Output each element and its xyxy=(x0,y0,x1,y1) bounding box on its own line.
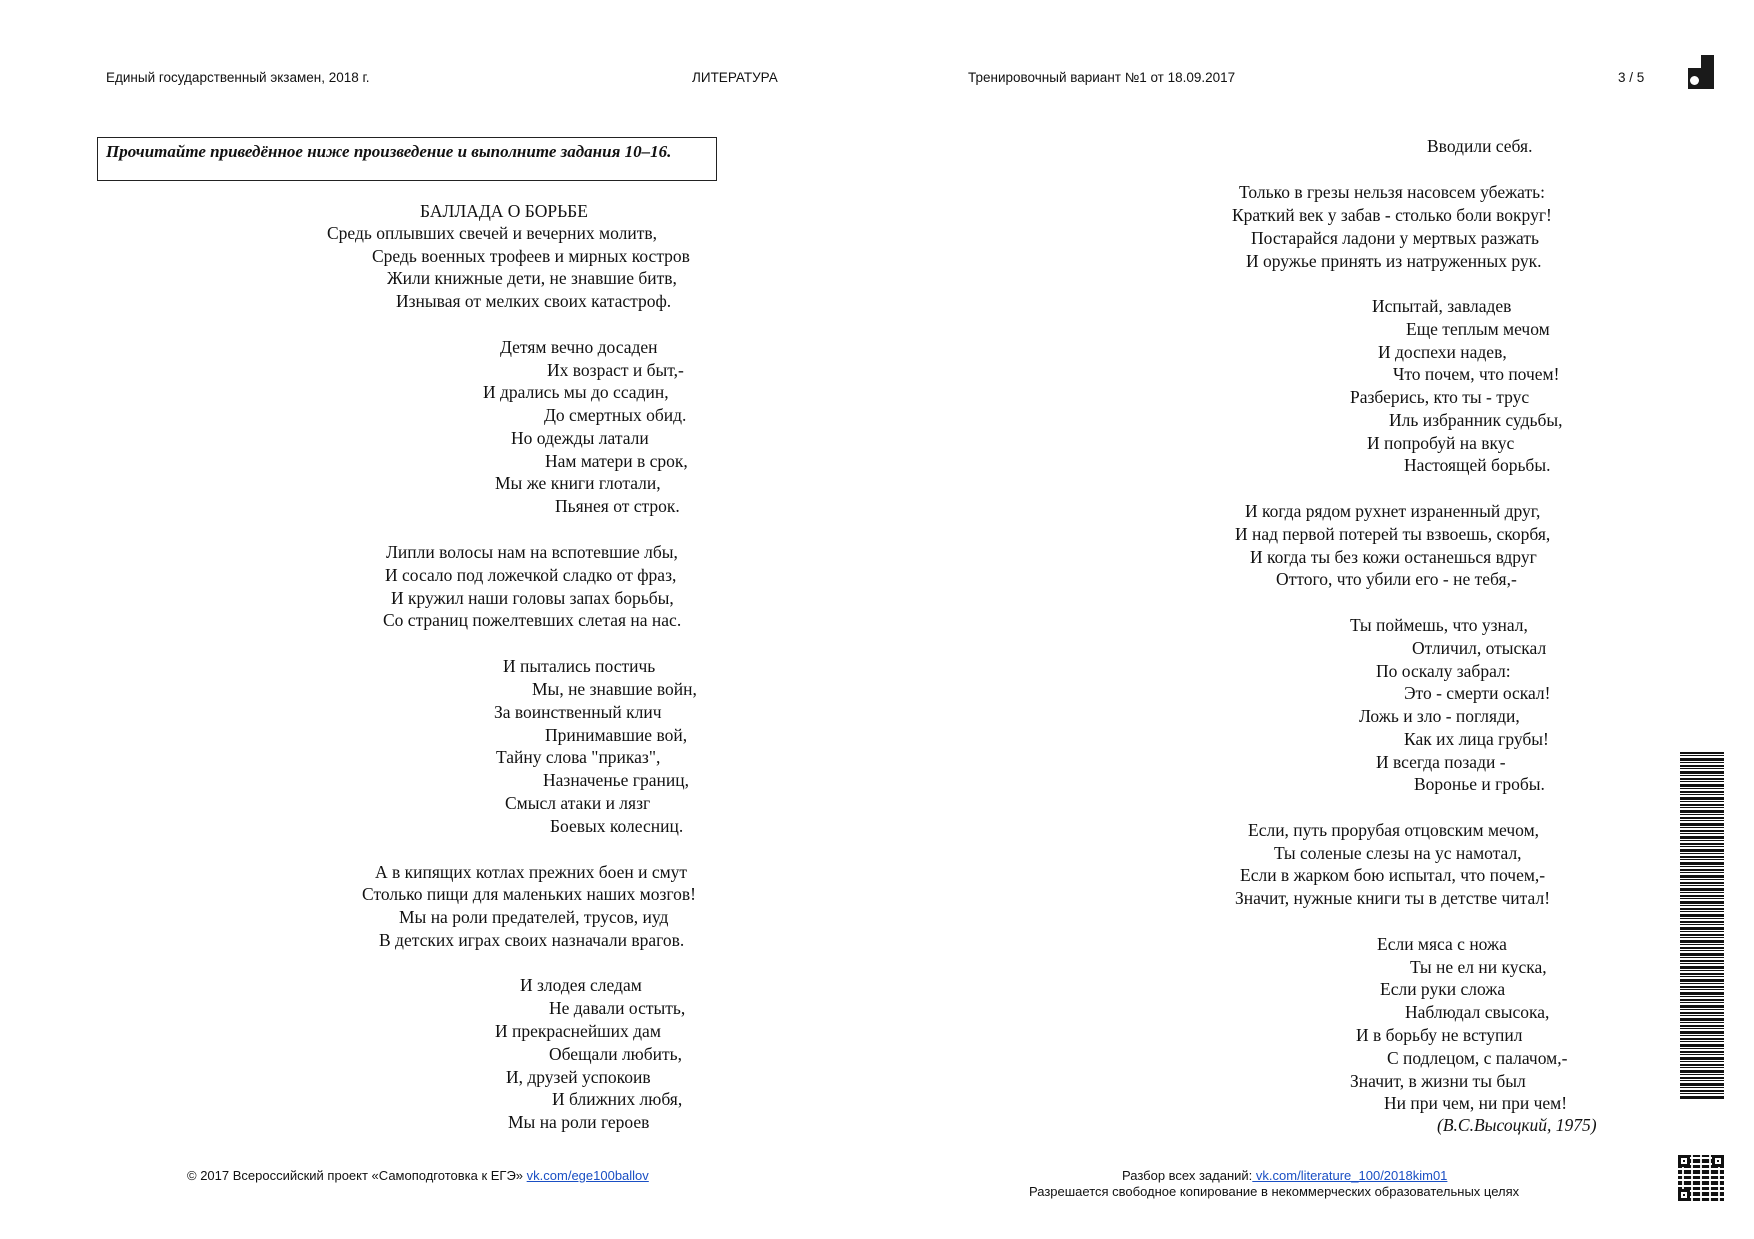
footer-vk-link[interactable]: vk.com/ege100ballov xyxy=(526,1168,649,1183)
poem-left-line: И ближних любя, xyxy=(552,1089,683,1109)
corner-marker-icon xyxy=(1688,55,1714,89)
poem-left-line: Принимавшие вой, xyxy=(545,725,688,745)
task-instruction: Прочитайте приведённое ниже произведение и выполните задания 10–16. xyxy=(97,137,717,181)
poem-left-line: Мы на роли предателей, трусов, иуд xyxy=(399,907,669,927)
poem-left-line: И сосало под ложечкой сладко от фраз, xyxy=(385,565,677,585)
poem-right-line: С подлецом, с палачом,- xyxy=(1387,1048,1568,1068)
poem-right-line: Постарайся ладони у мертвых разжать xyxy=(1251,228,1539,248)
poem-right-line: Отличил, отыскал xyxy=(1412,638,1547,658)
poem-left-line: Обещали любить, xyxy=(549,1044,683,1064)
poem-right-line: Если в жарком бою испытал, что почем,- xyxy=(1240,865,1546,885)
poem-right-line: И оружье принять из натруженных рук. xyxy=(1246,251,1542,271)
header-subject: ЛИТЕРАТУРА xyxy=(692,70,778,85)
poem-left-line: До смертных обид. xyxy=(544,405,687,425)
footer-copyright xyxy=(187,1168,649,1183)
footer-copyright-text: © 2017 Всероссийский проект «Самоподготовка к ЕГЭ» xyxy=(187,1168,527,1183)
poem-right-line: Если, путь прорубая отцовским мечом, xyxy=(1248,820,1540,840)
poem-right-line: Воронье и гробы. xyxy=(1414,774,1545,794)
qr-code-icon xyxy=(1678,1155,1724,1201)
poem-right-line: Настоящей борьбы. xyxy=(1404,455,1551,475)
poem-left-line: Нам матери в срок, xyxy=(545,451,688,471)
poem-right-line: По оскалу забрал: xyxy=(1376,661,1511,681)
poem-left-line: И пытались постичь xyxy=(503,656,656,676)
poem-right-line: И когда рядом рухнет израненный друг, xyxy=(1245,501,1541,521)
poem-right-line: Только в грезы нельзя насовсем убежать: xyxy=(1239,182,1545,202)
poem-left-line: Боевых колесниц. xyxy=(550,816,684,836)
poem-left-line: И, друзей успокоив xyxy=(506,1067,651,1087)
poem-right-line: Ты не ел ни куска, xyxy=(1410,957,1547,977)
poem-right-line: И всегда позади - xyxy=(1376,752,1506,772)
poem-right-line: Наблюдал свысока, xyxy=(1405,1002,1550,1022)
page-number: 3 / 5 xyxy=(1618,70,1645,85)
footer-license: Разрешается свободное копирование в некоммерческих образовательных целях xyxy=(1029,1184,1520,1199)
poem-left-line: И кружил наши головы запах борьбы, xyxy=(391,588,674,608)
poem-left-line: И злодея следам xyxy=(520,975,642,995)
footer-analysis-link[interactable]: vk.com/literature_100/2018kim01 xyxy=(1252,1168,1448,1183)
poem-left-line: Липли волосы нам на вспотевшие лбы, xyxy=(386,542,678,562)
poem-right-line: Если мяса с ножа xyxy=(1377,934,1507,954)
poem-left-line: И дрались мы до ссадин, xyxy=(483,382,669,402)
poem-left-line: Средь оплывших свечей и вечерних молитв, xyxy=(327,223,658,243)
poem-left-line: И прекраснейших дам xyxy=(495,1021,661,1041)
poem-left-line: Мы же книги глотали, xyxy=(495,473,661,493)
poem-right-line: Испытай, завладев xyxy=(1372,296,1512,316)
poem-right-line: Ложь и зло - погляди, xyxy=(1359,706,1520,726)
barcode-icon xyxy=(1680,752,1724,1100)
header-exam-title: Единый государственный экзамен, 2018 г. xyxy=(106,70,370,85)
poem-left-line: Не давали остыть, xyxy=(549,998,686,1018)
poem-right-line: Ты поймешь, что узнал, xyxy=(1350,615,1528,635)
poem-left-line: Детям вечно досаден xyxy=(500,337,658,357)
poem-right-line: Ты соленые слезы на ус намотал, xyxy=(1274,843,1522,863)
poem-right-line: Значит, нужные книги ты в детстве читал! xyxy=(1235,888,1551,908)
poem-left-line: Смысл атаки и лязг xyxy=(505,793,651,813)
poem-right-line: Разберись, кто ты - трус xyxy=(1350,387,1530,407)
poem-right-line: Вводили себя. xyxy=(1427,136,1533,156)
poem-right-line: Еще теплым мечом xyxy=(1406,319,1550,339)
poem-right-line: Краткий век у забав - столько боли вокруг! xyxy=(1232,205,1552,225)
poem-right-line: Это - смерти оскал! xyxy=(1404,683,1551,703)
header-variant: Тренировочный вариант №1 от 18.09.2017 xyxy=(968,70,1236,85)
poem-right-line: Значит, в жизни ты был xyxy=(1350,1071,1526,1091)
poem-left-line: Мы, не знавшие войн, xyxy=(532,679,697,699)
poem-left-line: Пьянея от строк. xyxy=(555,496,680,516)
poem-left-line: Средь военных трофеев и мирных костров xyxy=(372,246,690,266)
poem-left-line: Изнывая от мелких своих катастроф. xyxy=(396,291,672,311)
poem-right-line: Иль избранник судьбы, xyxy=(1389,410,1563,430)
poem-signature: (В.С.Высоцкий, 1975) xyxy=(1437,1115,1597,1135)
poem-right-line: И попробуй на вкус xyxy=(1367,433,1515,453)
poem-left-line: Назначенье границ, xyxy=(543,770,689,790)
poem-right-line: Если руки сложа xyxy=(1380,979,1506,999)
poem-left-line: В детских играх своих назначали врагов. xyxy=(379,930,685,950)
footer-analysis-text: Разбор всех заданий: xyxy=(1122,1168,1253,1183)
poem-right-line: И над первой потерей ты взвоешь, скорбя, xyxy=(1235,524,1551,544)
poem-right-line: Оттого, что убили его - не тебя,- xyxy=(1276,569,1517,589)
poem-right-line: Ни при чем, ни при чем! xyxy=(1384,1093,1568,1113)
poem-left-line: За воинственный клич xyxy=(494,702,662,722)
poem-right-line: И доспехи надев, xyxy=(1378,342,1507,362)
poem-left-line: Со страниц пожелтевших слетая на нас. xyxy=(383,610,682,630)
poem-right-line: И когда ты без кожи останешься вдруг xyxy=(1250,547,1537,567)
poem-left-line: Тайну слова "приказ", xyxy=(496,747,661,767)
poem-left-line: А в кипящих котлах прежних боен и смут xyxy=(375,862,688,882)
poem-left-line: Столько пищи для маленьких наших мозгов! xyxy=(362,884,696,904)
poem-right-line: Как их лица грубы! xyxy=(1404,729,1549,749)
poem-left-line: Жили книжные дети, не знавшие битв, xyxy=(387,268,677,288)
poem-left-line: Их возраст и быт,- xyxy=(547,360,684,380)
poem-left-line: Но одежды латали xyxy=(511,428,649,448)
poem-left-line: БАЛЛАДА О БОРЬБЕ xyxy=(420,201,588,221)
footer-analysis xyxy=(1122,1168,1447,1183)
poem-left-line: Мы на роли героев xyxy=(508,1112,650,1132)
poem-right-line: И в борьбу не вступил xyxy=(1356,1025,1523,1045)
poem-right-line: Что почем, что почем! xyxy=(1393,364,1560,384)
